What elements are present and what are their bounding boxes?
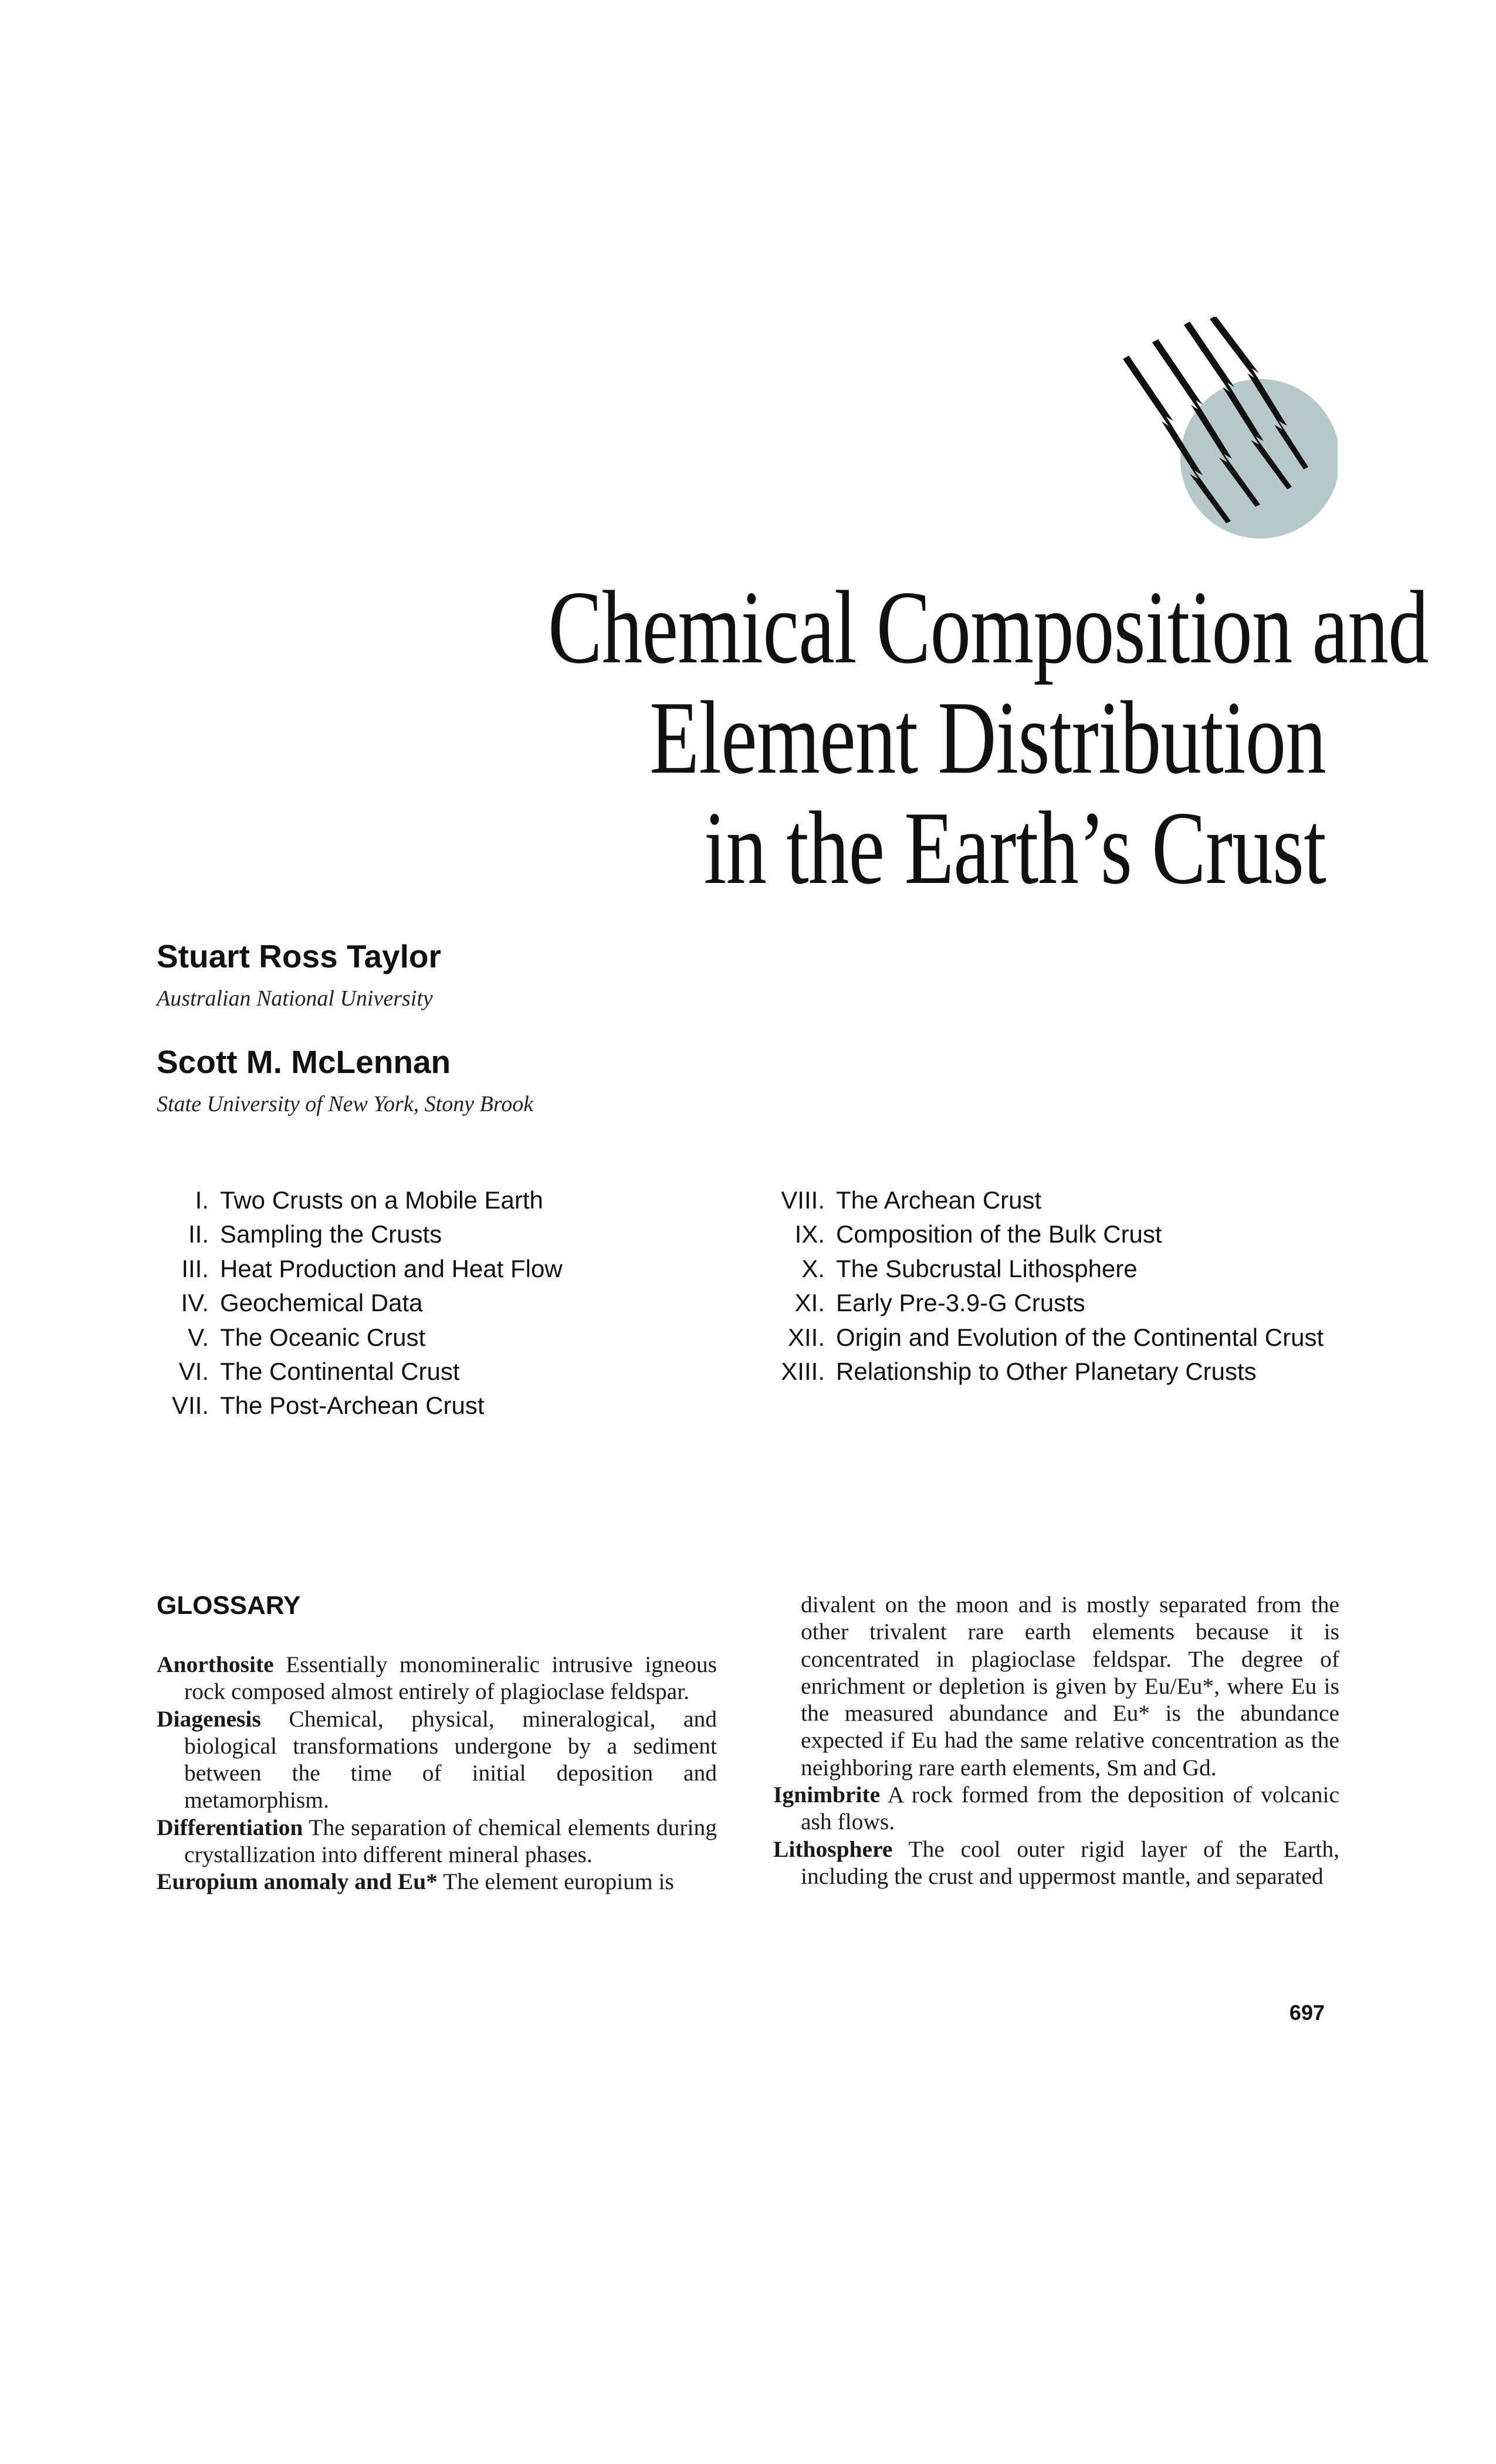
glossary-definition: The cool outer rigid layer of the Earth, including the crust and uppermost mantle, and separated — [801, 1836, 1339, 1889]
glossary-entry — [157, 1651, 717, 1705]
page-number: 697 — [1289, 2001, 1325, 2025]
toc-item — [153, 1186, 681, 1220]
toc-item — [153, 1220, 681, 1254]
glossary-term: Diagenesis — [157, 1705, 261, 1732]
toc-item — [769, 1255, 1355, 1289]
toc-item — [769, 1220, 1355, 1254]
toc-title: Origin and Evolution of the Continental Crust — [836, 1323, 1324, 1351]
toc-title: The Archean Crust — [836, 1186, 1042, 1214]
toc-title: The Continental Crust — [220, 1357, 460, 1385]
toc-item — [769, 1324, 1355, 1358]
glossary-term: Lithosphere — [773, 1836, 893, 1862]
glossary-term: Europium anomaly and Eu* — [157, 1869, 438, 1895]
toc-number: VIII. — [781, 1186, 825, 1214]
toc-title: Relationship to Other Planetary Crusts — [836, 1357, 1257, 1385]
toc-number: VI. — [178, 1357, 209, 1385]
glossary-definition: Chemical, physical, mineralogical, and biological transformations undergone by a sediment between the time of initial deposition and metamorphism. — [184, 1705, 717, 1813]
author-name-1: Stuart Ross Taylor — [157, 938, 441, 974]
toc-item — [769, 1289, 1355, 1323]
toc-number: XI. — [794, 1289, 825, 1317]
toc-item — [769, 1358, 1355, 1392]
toc-title: Early Pre-3.9-G Crusts — [836, 1289, 1085, 1317]
glossary-heading: GLOSSARY — [157, 1591, 301, 1620]
glossary-definition: The element europium is — [437, 1869, 674, 1895]
toc-item — [153, 1358, 681, 1392]
glossary-definition: The separation of chemical elements during crystallization into different mineral phases. — [184, 1814, 717, 1868]
author-affiliation-1: Australian National University — [157, 986, 433, 1011]
glossary-term: Differentiation — [157, 1814, 303, 1840]
glossary-term: Anorthosite — [157, 1651, 274, 1677]
chapter-title — [548, 569, 1429, 906]
glossary-entry — [157, 1814, 717, 1869]
toc-item — [153, 1392, 681, 1426]
chapter-logo-lightning-icon — [1115, 317, 1338, 563]
toc-number: I. — [195, 1186, 209, 1214]
toc-number: XII. — [787, 1323, 825, 1351]
toc-item — [153, 1324, 681, 1358]
toc-item — [153, 1255, 681, 1289]
glossary-term: Ignimbrite — [773, 1782, 881, 1808]
toc-title: Two Crusts on a Mobile Earth — [220, 1186, 543, 1214]
toc-number: III. — [181, 1254, 209, 1282]
toc-title: The Oceanic Crust — [220, 1323, 426, 1351]
title-line-1: Chemical Composition and — [548, 569, 1429, 685]
toc-item — [153, 1289, 681, 1323]
glossary-column-right — [773, 1591, 1339, 1890]
toc-title: Heat Production and Heat Flow — [220, 1254, 563, 1282]
title-line-3: in the Earth’s Crust — [703, 790, 1326, 906]
toc-title: The Post-Archean Crust — [220, 1392, 485, 1420]
glossary-definition: Essentially monomineralic intrusive igneous rock composed almost entirely of plagioclase feldspar. — [184, 1651, 717, 1705]
title-line-2: Element Distribution — [649, 679, 1326, 796]
glossary-entry — [773, 1781, 1339, 1836]
glossary-definition: A rock formed from the deposition of volcanic ash flows. — [801, 1782, 1339, 1835]
author-affiliation-2: State University of New York, Stony Brook — [157, 1092, 534, 1116]
toc-title: Sampling the Crusts — [220, 1220, 442, 1248]
toc-title: Composition of the Bulk Crust — [836, 1220, 1162, 1248]
table-of-contents-left — [153, 1186, 681, 1426]
glossary-entry — [157, 1868, 717, 1895]
glossary-entry — [157, 1705, 717, 1814]
toc-item — [769, 1186, 1355, 1220]
toc-number: XIII. — [781, 1357, 825, 1385]
logo-circle — [1180, 379, 1338, 539]
glossary-definition-continuation: divalent on the moon and is mostly separated from the other trivalent rare earth elements because it is concentrated in plagioclase feldspar. The degree of enrichment or depletion is given by Eu/Eu*, where Eu is the measured abundance and Eu* is the abundance expected if Eu had the same relative concentration as the neighboring rare earth elements, Sm and Gd. — [801, 1592, 1339, 1781]
toc-number: IV. — [181, 1289, 209, 1317]
toc-title: The Subcrustal Lithosphere — [836, 1254, 1138, 1282]
toc-number: VII. — [171, 1392, 209, 1420]
author-name-2: Scott M. McLennan — [157, 1044, 451, 1080]
toc-title: Geochemical Data — [220, 1289, 423, 1317]
table-of-contents-right — [769, 1186, 1355, 1392]
toc-number: V. — [188, 1323, 209, 1351]
glossary-entry — [773, 1836, 1339, 1890]
toc-number: X. — [801, 1254, 825, 1282]
glossary-column-left — [157, 1651, 717, 1896]
toc-number: IX. — [794, 1220, 825, 1248]
toc-number: II. — [188, 1220, 209, 1248]
